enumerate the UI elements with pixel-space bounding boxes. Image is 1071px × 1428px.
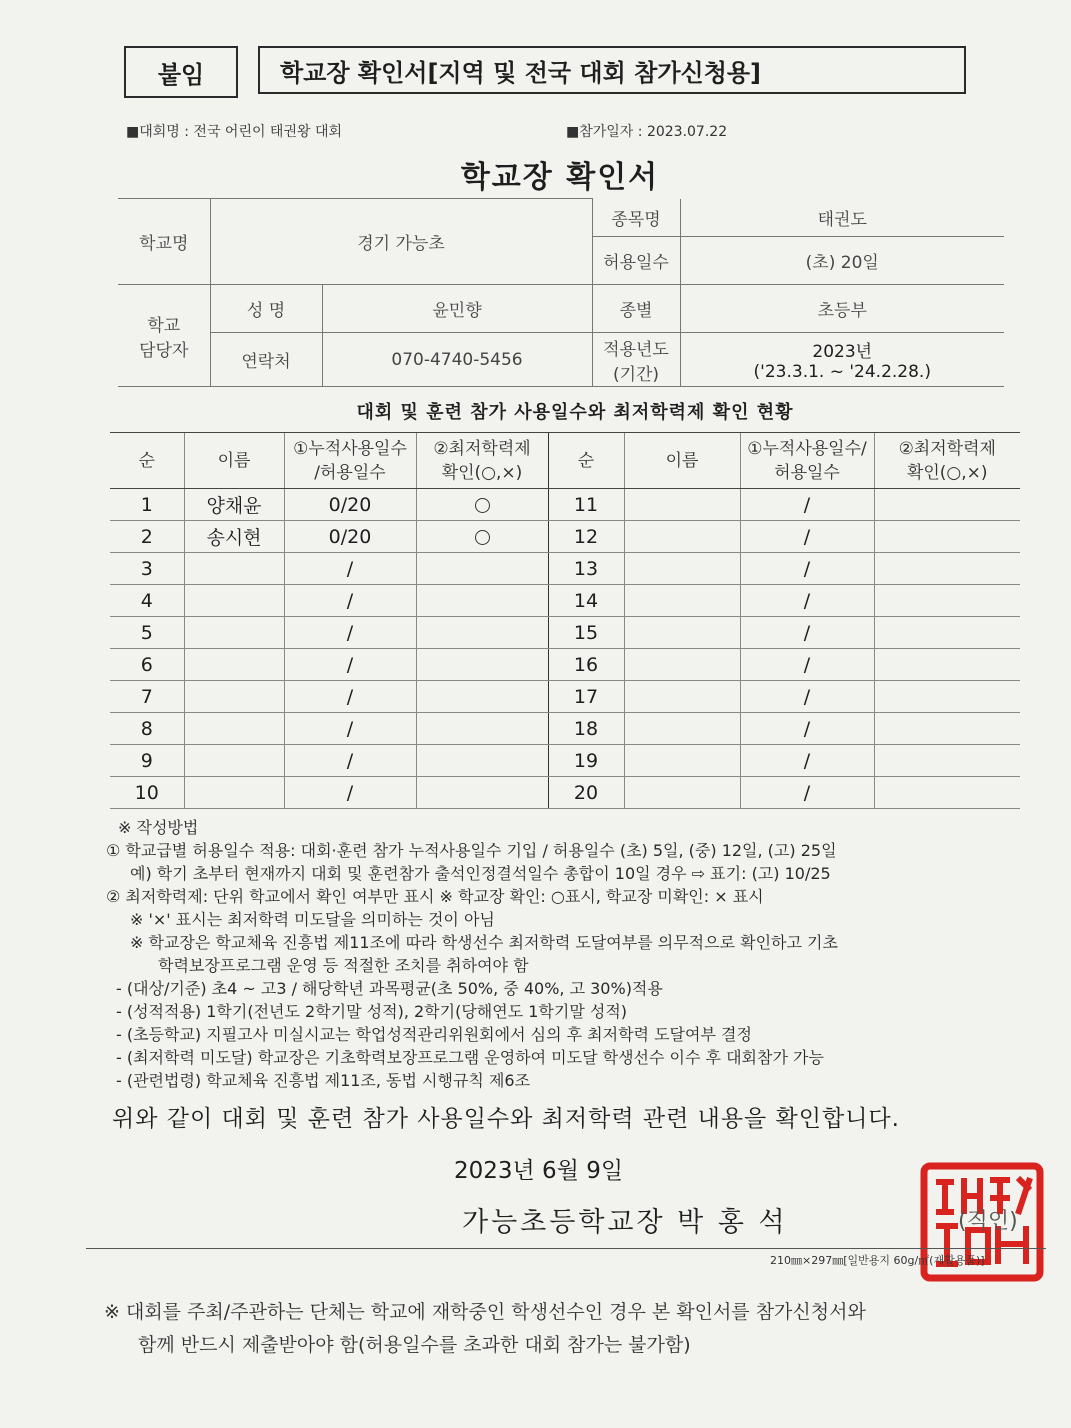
instruction-line: ※ 학교장은 학교체육 진흥법 제11조에 따라 학생선수 최저학력 도달여부를 의무적으로 확인하고 기초	[130, 933, 838, 952]
athlete-name-right	[624, 585, 740, 617]
row-number: 9	[110, 745, 184, 777]
row-number: 10	[110, 777, 184, 809]
table-row	[110, 777, 1020, 809]
athlete-name	[184, 713, 284, 745]
academic-check-right	[874, 521, 1020, 553]
name-label: 성 명	[210, 285, 322, 333]
usage-days: /	[284, 617, 416, 649]
contact-value: 070-4740-5456	[322, 333, 592, 387]
academic-check-right	[874, 745, 1020, 777]
year-value-line-1: 2023년	[812, 342, 873, 362]
usage-days: /	[284, 777, 416, 809]
row-number: 3	[110, 553, 184, 585]
officer-label-line-2: 담당자	[139, 340, 189, 361]
days-value: (초) 20일	[680, 237, 1004, 285]
usage-days: /	[284, 553, 416, 585]
athlete-name	[184, 777, 284, 809]
row-number-right: 14	[548, 585, 624, 617]
event-name: ■대회명 : 전국 어린이 태권왕 대회	[126, 124, 343, 140]
header-check-line-1: ②최저학력제	[433, 438, 531, 459]
instruction-line: - (대상/기준) 초4 ~ 고3 / 해당학년 과목평균(초 50%, 중 40%, 고 30%)적용	[116, 979, 663, 998]
athlete-name-right	[624, 617, 740, 649]
days-label: 허용일수	[592, 237, 680, 285]
academic-check	[416, 745, 548, 777]
instruction-line: ② 최저학력제: 단위 학교에서 확인 여부만 표시 ※ 학교장 확인: ○표시, 학교장 미확인: × 표시	[106, 887, 764, 906]
academic-check-right	[874, 617, 1020, 649]
instruction-line: ※ 작성방법	[118, 818, 199, 837]
row-number-right: 16	[548, 649, 624, 681]
header-check	[416, 433, 548, 489]
athlete-name-right	[624, 649, 740, 681]
year-label-line-2: (기간)	[612, 364, 660, 385]
academic-check	[416, 777, 548, 809]
academic-check	[416, 649, 548, 681]
table-row	[110, 681, 1020, 713]
row-number: 4	[110, 585, 184, 617]
usage-days-right: /	[740, 521, 874, 553]
academic-check	[416, 585, 548, 617]
confirmed-circle-icon	[475, 498, 490, 513]
usage-days: /	[284, 649, 416, 681]
confirmation-text: 위와 같이 대회 및 훈련 참가 사용일수와 최저학력 관련 내용을 확인합니다.	[112, 1106, 900, 1132]
signature-date: 2023년 6월 9일	[454, 1158, 624, 1184]
usage-days-right: /	[740, 649, 874, 681]
row-number-right: 19	[548, 745, 624, 777]
header-no-right: 순	[548, 433, 624, 489]
instruction-line: 학력보장프로그램 운영 등 적절한 조치를 취하여야 함	[158, 956, 529, 975]
footer-line: 함께 반드시 제출받아야 함(허용일수를 초과한 대회 참가는 불가함)	[138, 1334, 691, 1356]
usage-days-right: /	[740, 713, 874, 745]
year-value	[680, 333, 1004, 387]
table-row	[110, 617, 1020, 649]
header-name-right: 이름	[624, 433, 740, 489]
table-row	[110, 585, 1020, 617]
school-label: 학교명	[118, 199, 210, 285]
principal-name: 가능초등학교장 박 홍 석	[462, 1207, 788, 1238]
academic-check	[416, 553, 548, 585]
event-date: ■참가일자 : 2023.07.22	[566, 124, 728, 140]
type-label: 종별	[592, 285, 680, 333]
table-row	[110, 521, 1020, 553]
usage-days-right: /	[740, 777, 874, 809]
sport-value: 태권도	[680, 199, 1004, 237]
header-check-right	[874, 433, 1020, 489]
athlete-name	[184, 617, 284, 649]
table-row	[110, 713, 1020, 745]
name-value: 윤민향	[322, 285, 592, 333]
academic-check-right	[874, 489, 1020, 521]
year-label	[592, 333, 680, 387]
academic-check	[416, 521, 548, 553]
athlete-name-right	[624, 681, 740, 713]
academic-check-right	[874, 713, 1020, 745]
header-name: 이름	[184, 433, 284, 489]
athlete-name-right	[624, 521, 740, 553]
instruction-line: - (최저학력 미도달) 학교장은 기초학력보장프로그램 운영하여 미도달 학생선수 이수 후 대회참가 가능	[116, 1048, 824, 1067]
row-number-right: 18	[548, 713, 624, 745]
section-title: 대회 및 훈련 참가 사용일수와 최저학력제 확인 현황	[356, 402, 794, 423]
athlete-name-right	[624, 745, 740, 777]
academic-check-right	[874, 553, 1020, 585]
table-row	[110, 553, 1020, 585]
row-number-right: 17	[548, 681, 624, 713]
athlete-name: 송시현	[184, 521, 284, 553]
instruction-line: 예) 학기 초부터 현재까지 대회 및 훈련참가 출석인정결석일수 총합이 10일 경우 ⇨ 표기: (고) 10/25	[130, 864, 831, 883]
row-number-right: 15	[548, 617, 624, 649]
usage-days-right: /	[740, 681, 874, 713]
instruction-line: - (초등학교) 지필고사 미실시교는 학업성적관리위원회에서 심의 후 최저학력 도달여부 결정	[116, 1025, 752, 1044]
usage-days-right: /	[740, 489, 874, 521]
table-row	[110, 745, 1020, 777]
academic-check	[416, 713, 548, 745]
athlete-name-right	[624, 777, 740, 809]
row-number: 6	[110, 649, 184, 681]
academic-check-right	[874, 585, 1020, 617]
contact-label: 연락처	[210, 333, 322, 387]
document-heading-label: 학교장 확인서[지역 및 전국 대회 참가신청용]	[280, 58, 762, 87]
officer-label	[118, 285, 210, 387]
usage-days-right: /	[740, 553, 874, 585]
instruction-line: ① 학교급별 허용일수 적용: 대회·훈련 참가 누적사용일수 기입 / 허용일수 (초) 5일, (중) 12일, (고) 25일	[106, 841, 837, 860]
athlete-name-right	[624, 553, 740, 585]
academic-check-right	[874, 681, 1020, 713]
academic-check-right	[874, 777, 1020, 809]
header-usage	[284, 433, 416, 489]
sport-label: 종목명	[592, 199, 680, 237]
header-usage-line-2: /허용일수	[314, 462, 386, 483]
usage-days: 0/20	[284, 489, 416, 521]
usage-days: /	[284, 681, 416, 713]
attachment-badge	[124, 46, 238, 98]
usage-days-right: /	[740, 585, 874, 617]
divider	[86, 1248, 1046, 1249]
header-usage-right-line-2: 허용일수	[774, 462, 840, 483]
athlete-name	[184, 745, 284, 777]
header-usage-right	[740, 433, 874, 489]
row-number: 7	[110, 681, 184, 713]
year-label-line-1: 적용년도	[603, 339, 669, 360]
instruction-line: ※ '×' 표시는 최저학력 미도달을 의미하는 것이 아님	[130, 910, 495, 929]
row-number: 1	[110, 489, 184, 521]
academic-check-right	[874, 649, 1020, 681]
header-no: 순	[110, 433, 184, 489]
athlete-name	[184, 585, 284, 617]
athlete-name-right	[624, 489, 740, 521]
paper-size-note: 210㎜×297㎜[일반용지 60g/㎡(재활용품)]	[770, 1254, 985, 1267]
instruction-line: - (관련법령) 학교체육 진흥법 제11조, 동법 시행규칙 제6조	[116, 1071, 531, 1090]
usage-days-right: /	[740, 617, 874, 649]
row-number: 8	[110, 713, 184, 745]
school-name: 경기 가능초	[210, 199, 592, 285]
usage-days-right: /	[740, 745, 874, 777]
year-value-line-2: ('23.3.1. ~ '24.2.28.)	[753, 362, 931, 382]
usage-days: 0/20	[284, 521, 416, 553]
usage-days: /	[284, 713, 416, 745]
academic-check	[416, 489, 548, 521]
row-number-right: 11	[548, 489, 624, 521]
row-number-right: 13	[548, 553, 624, 585]
confirmed-circle-icon	[475, 530, 490, 545]
row-number: 2	[110, 521, 184, 553]
document-heading	[258, 46, 966, 94]
academic-check	[416, 617, 548, 649]
row-number-right: 12	[548, 521, 624, 553]
seal-label: (직인)	[958, 1209, 1018, 1234]
usage-table	[110, 432, 1020, 809]
school-info-table	[118, 198, 1004, 387]
athlete-name	[184, 649, 284, 681]
header-usage-line-1: ①누적사용일수	[293, 438, 407, 459]
row-number: 5	[110, 617, 184, 649]
academic-check	[416, 681, 548, 713]
athlete-name	[184, 681, 284, 713]
athlete-name	[184, 553, 284, 585]
table-row	[110, 649, 1020, 681]
athlete-name-right	[624, 713, 740, 745]
officer-label-line-1: 학교	[147, 315, 181, 336]
header-check-line-2: 확인(○,×)	[441, 462, 523, 483]
instructions	[100, 816, 1040, 1092]
usage-days: /	[284, 585, 416, 617]
header-check-right-line-1: ②최저학력제	[898, 438, 996, 459]
header-check-right-line-2: 확인(○,×)	[906, 462, 988, 483]
footer-note	[104, 1296, 866, 1362]
type-value: 초등부	[680, 285, 1004, 333]
header-usage-right-line-1: ①누적사용일수/	[747, 438, 867, 459]
usage-days: /	[284, 745, 416, 777]
row-number-right: 20	[548, 777, 624, 809]
attachment-badge-label: 붙임	[157, 60, 205, 89]
footer-line: ※ 대회를 주최/주관하는 단체는 학교에 재학중인 학생선수인 경우 본 확인서를 참가신청서와	[104, 1301, 866, 1323]
table-row	[110, 489, 1020, 521]
instruction-line: - (성적적용) 1학기(전년도 2학기말 성적), 2학기(당해연도 1학기말 성적)	[116, 1002, 628, 1021]
page-title: 학교장 확인서	[460, 160, 660, 195]
athlete-name: 양채윤	[184, 489, 284, 521]
